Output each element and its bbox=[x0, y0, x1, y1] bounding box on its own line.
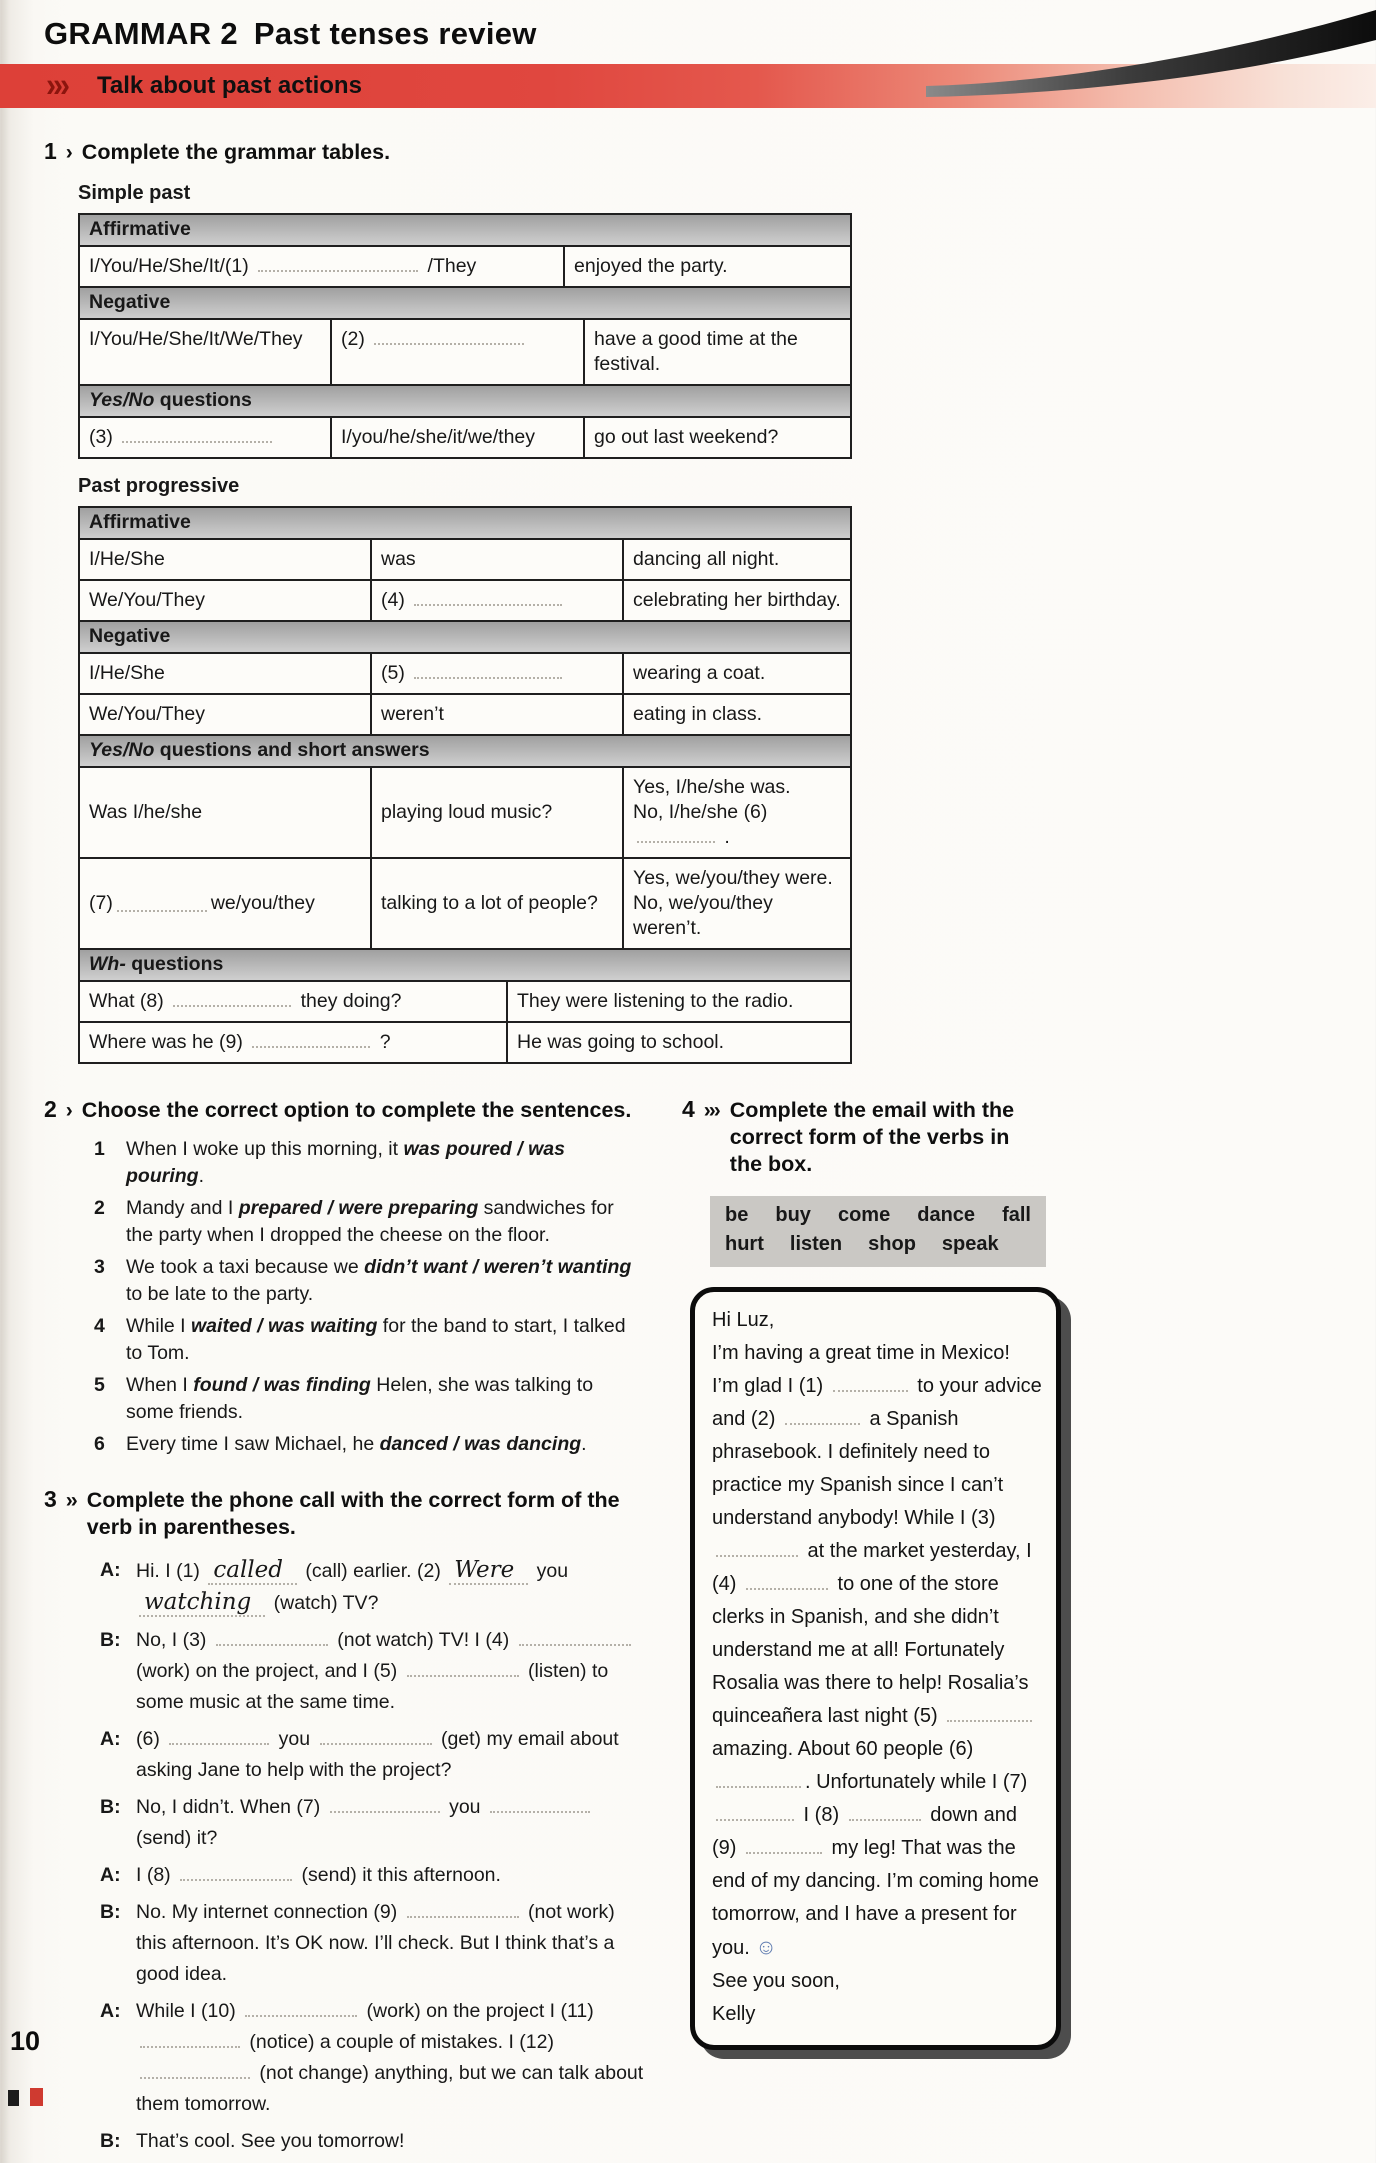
text-segment: No, I/he/she (6) bbox=[633, 801, 768, 823]
exercise-title: Complete the grammar tables. bbox=[81, 140, 391, 164]
speaker-label: B: bbox=[100, 1629, 121, 1651]
speaker-label: A: bbox=[100, 1559, 121, 1581]
table-cell bbox=[80, 1023, 508, 1062]
item-number: 5 bbox=[94, 1374, 105, 1396]
table-section-header bbox=[80, 384, 850, 418]
item-number: 2 bbox=[94, 1197, 105, 1219]
dialogue-text bbox=[136, 1625, 644, 1718]
dialogue-line bbox=[100, 1996, 644, 2120]
table-row bbox=[80, 320, 850, 384]
text-segment: (6) bbox=[136, 1728, 166, 1750]
answer-blank bbox=[374, 328, 524, 345]
answer-blank bbox=[716, 1804, 794, 1821]
exercise-number: 1 bbox=[44, 138, 57, 164]
text-segment: to one of the store clerks in Spanish, and she didn’t understand me at all! Fortunately Rosalia was there to help! Rosalia’s quinceañera last night (5) bbox=[712, 1573, 1029, 1727]
exercise-3 bbox=[44, 1486, 644, 2157]
table-section-header: Affirmative bbox=[80, 508, 850, 540]
text-segment: /They bbox=[422, 255, 477, 277]
sentence-list bbox=[94, 1136, 644, 1458]
table-row bbox=[80, 693, 850, 734]
print-mark-black bbox=[8, 2090, 19, 2106]
text-segment: . bbox=[719, 826, 730, 848]
dialogue-text bbox=[136, 1860, 644, 1891]
answer-blank bbox=[414, 589, 562, 606]
text-segment: No, we/you/they weren’t. bbox=[633, 892, 773, 939]
verb-option: shop bbox=[868, 1233, 916, 1255]
text-segment: (send) it this afternoon. bbox=[296, 1864, 501, 1886]
sentence-item bbox=[94, 1136, 644, 1190]
table-label-past-progressive: Past progressive bbox=[78, 475, 240, 497]
exercise-2 bbox=[44, 1096, 644, 1458]
text-segment: at the market yesterday, I (4) bbox=[712, 1540, 1032, 1595]
text-segment: (watch) TV? bbox=[268, 1592, 379, 1614]
sentence-text bbox=[126, 1372, 644, 1426]
table-row bbox=[80, 857, 850, 948]
exercise-title: Complete the phone call with the correct form of the verb in parentheses. bbox=[86, 1488, 620, 1539]
table-cell: I/He/She bbox=[80, 540, 372, 579]
text-segment: No, I didn’t. When (7) bbox=[136, 1796, 326, 1818]
answer-blank bbox=[407, 1901, 519, 1918]
answer-blank bbox=[180, 1864, 292, 1881]
email-greeting: Hi Luz, bbox=[712, 1309, 775, 1331]
table-cell bbox=[332, 320, 585, 384]
answer-blank bbox=[117, 895, 207, 912]
speaker-label: B: bbox=[100, 1796, 121, 1818]
exercise-1-header bbox=[44, 138, 1376, 166]
verb-option: fall bbox=[1002, 1204, 1031, 1226]
table-cell: celebrating her birthday. bbox=[633, 589, 841, 611]
text-segment: a Spanish phrasebook. I definitely need to practice my Spanish since I can’t understand anybody! While I (3) bbox=[712, 1408, 1004, 1529]
table-cell: eating in class. bbox=[633, 703, 762, 725]
speaker-label: B: bbox=[100, 2130, 121, 2152]
print-mark-red bbox=[30, 2088, 43, 2106]
table-cell: We/You/They bbox=[80, 581, 372, 620]
table-cell: He was going to school. bbox=[517, 1031, 725, 1053]
table-cell: I/He/She bbox=[80, 654, 372, 693]
verb-option: hurt bbox=[725, 1233, 764, 1255]
text-segment: . bbox=[198, 1165, 204, 1187]
italic-text: Wh- bbox=[89, 953, 126, 975]
choice-options: waited / was waiting bbox=[191, 1315, 378, 1337]
text-segment: questions and short answers bbox=[154, 739, 430, 761]
dialogue-text bbox=[136, 1897, 644, 1990]
text-segment: down and (9) bbox=[712, 1804, 1017, 1859]
text-segment: (notice) a couple of mistakes. I (12) bbox=[244, 2031, 554, 2053]
text-segment: questions bbox=[154, 389, 252, 411]
choice-options: prepared / were preparing bbox=[238, 1197, 479, 1219]
dialogue-line bbox=[100, 1897, 644, 1990]
table-section-header: Negative bbox=[80, 620, 850, 654]
speaker-label: A: bbox=[100, 1864, 121, 1886]
handwritten-answer: called bbox=[208, 1557, 297, 1585]
item-number: 1 bbox=[94, 1138, 105, 1160]
table-cell: go out last weekend? bbox=[594, 426, 779, 448]
text-segment: questions bbox=[125, 953, 224, 975]
page-title-topic: Past tenses review bbox=[253, 16, 537, 51]
speaker-label: A: bbox=[100, 1728, 121, 1750]
verb-box-row bbox=[725, 1201, 1031, 1230]
table-cell bbox=[372, 581, 624, 620]
sentence-item bbox=[94, 1372, 644, 1426]
answer-blank bbox=[320, 1728, 432, 1745]
italic-text: Yes/No bbox=[89, 389, 155, 411]
text-segment: sandwiches for the party when I dropped the cheese on the floor. bbox=[126, 1197, 614, 1246]
answer-blank bbox=[833, 1375, 908, 1392]
text-segment: Every time I saw Michael, he bbox=[126, 1433, 380, 1455]
table-row bbox=[80, 1021, 850, 1062]
sentence-text bbox=[126, 1313, 644, 1367]
text-segment: amazing. About 60 people (6) bbox=[712, 1738, 974, 1760]
exercise-1 bbox=[44, 138, 1376, 1064]
dialogue-line bbox=[100, 1555, 644, 1619]
table-label-simple-past: Simple past bbox=[78, 182, 191, 204]
answer-blank bbox=[258, 255, 418, 272]
dialogue-text bbox=[136, 1996, 644, 2120]
page-number: 10 bbox=[10, 2026, 41, 2056]
text-segment: (5) bbox=[381, 662, 411, 684]
answer-blank bbox=[140, 2062, 250, 2079]
dialogue-text bbox=[136, 1792, 644, 1854]
answer-blank bbox=[169, 1728, 269, 1745]
exercise-3-header bbox=[44, 1486, 644, 1541]
item-number: 6 bbox=[94, 1433, 105, 1455]
section-banner-label: Talk about past actions bbox=[96, 72, 362, 99]
verb-option: buy bbox=[775, 1204, 811, 1226]
table-section-header: Negative bbox=[80, 286, 850, 320]
handwritten-answer: watching bbox=[139, 1589, 265, 1617]
verb-option: listen bbox=[789, 1233, 843, 1255]
text-segment: Helen, she was talking to some friends. bbox=[126, 1374, 594, 1423]
answer-blank bbox=[519, 1629, 631, 1646]
table-cell: I/You/He/She/It/We/They bbox=[80, 320, 332, 384]
table-cell bbox=[624, 768, 850, 857]
answer-blank bbox=[947, 1705, 1032, 1722]
text-segment: When I woke up this morning, it bbox=[126, 1138, 404, 1160]
answer-blank bbox=[173, 990, 291, 1007]
table-cell: was bbox=[372, 540, 624, 579]
table-cell: weren’t bbox=[372, 695, 624, 734]
table-row bbox=[80, 579, 850, 620]
text-segment: I’m having a great time in Mexico! I’m glad I (1) bbox=[712, 1342, 1010, 1397]
answer-blank bbox=[330, 1796, 440, 1813]
email-body bbox=[712, 1337, 1042, 1965]
table-row bbox=[80, 418, 850, 457]
text-segment: While I bbox=[126, 1315, 192, 1337]
item-number: 3 bbox=[94, 1256, 105, 1278]
answer-blank bbox=[252, 1031, 370, 1048]
verb-box bbox=[710, 1196, 1046, 1267]
answer-blank bbox=[140, 2031, 240, 2048]
text-segment: (7) bbox=[89, 892, 113, 914]
text-segment: (listen) to some music at the same time. bbox=[136, 1660, 609, 1713]
exercise-title: Complete the email with the correct form of the verbs in the box. bbox=[729, 1098, 1015, 1176]
text-segment: I/You/He/She/It/(1) bbox=[89, 255, 255, 277]
text-segment: we/you/they bbox=[210, 892, 315, 914]
text-segment: (send) it? bbox=[136, 1827, 218, 1849]
text-segment: for the band to start, I talked to Tom. bbox=[126, 1315, 626, 1364]
sentence-item bbox=[94, 1313, 644, 1367]
dialogue-text bbox=[136, 1724, 644, 1786]
email-letter bbox=[690, 1287, 1061, 2050]
answer-blank bbox=[716, 1540, 798, 1557]
answer-blank bbox=[414, 662, 562, 679]
text-segment: While I (10) bbox=[136, 2000, 242, 2022]
choice-options: found / was finding bbox=[193, 1374, 371, 1396]
answer-blank bbox=[849, 1804, 921, 1821]
exercise-number: 3 bbox=[44, 1486, 57, 1512]
text-segment: ? bbox=[374, 1031, 391, 1053]
choice-options: didn’t want / weren’t wanting bbox=[364, 1256, 632, 1278]
text-segment: Yes, I/he/she was. bbox=[633, 776, 791, 798]
exercise-4 bbox=[682, 1096, 1042, 2050]
text-segment: I (8) bbox=[798, 1804, 845, 1826]
dialogue-text bbox=[136, 1555, 644, 1619]
simple-past-table bbox=[78, 213, 852, 459]
email-closing: See you soon, bbox=[712, 1970, 840, 1992]
table-cell: dancing all night. bbox=[633, 548, 780, 570]
text-segment: they doing? bbox=[295, 990, 402, 1012]
text-segment: Yes, we/you/they were. bbox=[633, 867, 833, 889]
phone-dialogue bbox=[100, 1555, 644, 2157]
text-segment: (2) bbox=[341, 328, 371, 350]
text-segment: you bbox=[531, 1560, 569, 1582]
answer-blank bbox=[490, 1796, 590, 1813]
answer-blank bbox=[122, 426, 272, 443]
exercise-4-header bbox=[682, 1096, 1034, 1178]
text-segment: I (8) bbox=[136, 1864, 177, 1886]
sentence-text bbox=[126, 1254, 644, 1308]
text-segment: . bbox=[581, 1433, 587, 1455]
handwritten-answer: Were bbox=[449, 1557, 528, 1585]
text-segment: (work) on the project I (11) bbox=[361, 2000, 594, 2022]
answer-blank bbox=[216, 1629, 328, 1646]
dialogue-text bbox=[136, 2126, 644, 2157]
right-column bbox=[682, 1096, 1042, 2163]
text-segment: No. My internet connection (9) bbox=[136, 1901, 403, 1923]
item-number: 4 bbox=[94, 1315, 105, 1337]
table-row bbox=[80, 768, 850, 857]
verb-box-row bbox=[725, 1230, 1031, 1259]
chevron-icon: › bbox=[65, 141, 71, 164]
answer-blank bbox=[716, 1771, 801, 1788]
dialogue-line bbox=[100, 1724, 644, 1786]
text-segment: to your advice and (2) bbox=[712, 1375, 1042, 1430]
answer-blank bbox=[407, 1660, 519, 1677]
text-segment: to be late to the party. bbox=[126, 1283, 314, 1305]
chevron-icon: › bbox=[65, 1099, 71, 1122]
text-segment: Where was he (9) bbox=[89, 1031, 249, 1053]
sentence-item bbox=[94, 1254, 644, 1308]
answer-blank bbox=[245, 2000, 357, 2017]
table-cell: have a good time at the festival. bbox=[594, 328, 798, 375]
dialogue-line bbox=[100, 1792, 644, 1854]
text-segment: (work) on the project, and I (5) bbox=[136, 1660, 403, 1682]
verb-option: be bbox=[725, 1204, 749, 1226]
triple-chevron-icon: ››› bbox=[703, 1099, 719, 1122]
text-segment: (not watch) TV! I (4) bbox=[331, 1629, 515, 1651]
text-segment: (call) earlier. (2) bbox=[299, 1560, 447, 1582]
exercise-2-header bbox=[44, 1096, 644, 1124]
sentence-item bbox=[94, 1431, 644, 1458]
text-segment: (not change) anything, but we can talk about them tomorrow. bbox=[136, 2062, 644, 2115]
answer-blank bbox=[746, 1837, 822, 1854]
table-cell bbox=[372, 654, 624, 693]
text-segment: you bbox=[443, 1796, 486, 1818]
table-cell: They were listening to the radio. bbox=[517, 990, 794, 1012]
verb-option: come bbox=[837, 1204, 891, 1226]
table-cell bbox=[80, 982, 508, 1021]
triple-chevron-icon: ››› bbox=[46, 66, 67, 105]
text-segment: you bbox=[273, 1728, 316, 1750]
sentence-text bbox=[126, 1431, 587, 1458]
table-cell: Was I/he/she bbox=[80, 768, 372, 857]
answer-blank bbox=[746, 1573, 828, 1590]
table-section-header bbox=[80, 734, 850, 768]
page-title-unit: GRAMMAR 2 bbox=[44, 16, 238, 51]
text-segment: Hi. I (1) bbox=[136, 1560, 206, 1582]
text-segment: my leg! That was the end of my dancing. I’m coming home tomorrow, and I have a present for you. bbox=[712, 1837, 1039, 1959]
table-row bbox=[80, 247, 850, 286]
exercise-number: 2 bbox=[44, 1096, 57, 1122]
table-cell: playing loud music? bbox=[372, 768, 624, 857]
page-corner-swoosh bbox=[926, 6, 1376, 98]
table-row bbox=[80, 654, 850, 693]
speaker-label: B: bbox=[100, 1901, 121, 1923]
smiley-icon: ☺ bbox=[755, 1936, 777, 1959]
dialogue-line bbox=[100, 1860, 644, 1891]
table-cell bbox=[80, 247, 565, 286]
left-column bbox=[44, 1096, 644, 2163]
table-cell bbox=[80, 859, 372, 948]
text-segment: When I bbox=[126, 1374, 194, 1396]
text-segment: No, I (3) bbox=[136, 1629, 212, 1651]
text-segment: (3) bbox=[89, 426, 119, 448]
table-cell: enjoyed the party. bbox=[574, 255, 728, 277]
sentence-text bbox=[126, 1136, 644, 1190]
table-cell bbox=[80, 418, 332, 457]
email-signature: Kelly bbox=[712, 2003, 756, 2025]
text-segment: (not work) this afternoon. It’s OK now. I’ll check. But I think that’s a good idea. bbox=[136, 1901, 615, 1985]
answer-blank bbox=[785, 1408, 860, 1425]
table-row bbox=[80, 982, 850, 1021]
text-segment: We took a taxi because we bbox=[126, 1256, 365, 1278]
text-segment: That’s cool. See you tomorrow! bbox=[136, 2130, 405, 2152]
sentence-item bbox=[94, 1195, 644, 1249]
verb-option: dance bbox=[917, 1204, 976, 1226]
table-cell: I/you/he/she/it/we/they bbox=[332, 418, 585, 457]
text-segment: (4) bbox=[381, 589, 411, 611]
table-cell: talking to a lot of people? bbox=[372, 859, 624, 948]
exercise-number: 4 bbox=[682, 1096, 695, 1122]
past-progressive-table bbox=[78, 506, 852, 1064]
text-segment: (get) my email about asking Jane to help with the project? bbox=[136, 1728, 619, 1781]
double-chevron-icon: ›› bbox=[65, 1489, 76, 1512]
table-row bbox=[80, 540, 850, 579]
italic-text: Yes/No bbox=[89, 739, 155, 761]
table-section-header bbox=[80, 948, 850, 982]
table-cell bbox=[624, 859, 850, 948]
verb-option: speak bbox=[941, 1233, 999, 1255]
speaker-label: A: bbox=[100, 2000, 121, 2022]
choice-options: danced / was dancing bbox=[379, 1433, 582, 1455]
text-segment: . Unfortunately while I (7) bbox=[805, 1771, 1028, 1793]
exercise-title: Choose the correct option to complete the sentences. bbox=[81, 1098, 632, 1122]
text-segment: What (8) bbox=[89, 990, 170, 1012]
answer-blank bbox=[637, 826, 715, 843]
dialogue-line bbox=[100, 1625, 644, 1718]
dialogue-line bbox=[100, 2126, 644, 2157]
sentence-text bbox=[126, 1195, 644, 1249]
text-segment: Mandy and I bbox=[126, 1197, 239, 1219]
table-cell: We/You/They bbox=[80, 695, 372, 734]
choice-options: was poured / was pouring bbox=[126, 1138, 565, 1187]
table-cell: wearing a coat. bbox=[633, 662, 766, 684]
table-section-header: Affirmative bbox=[80, 215, 850, 247]
